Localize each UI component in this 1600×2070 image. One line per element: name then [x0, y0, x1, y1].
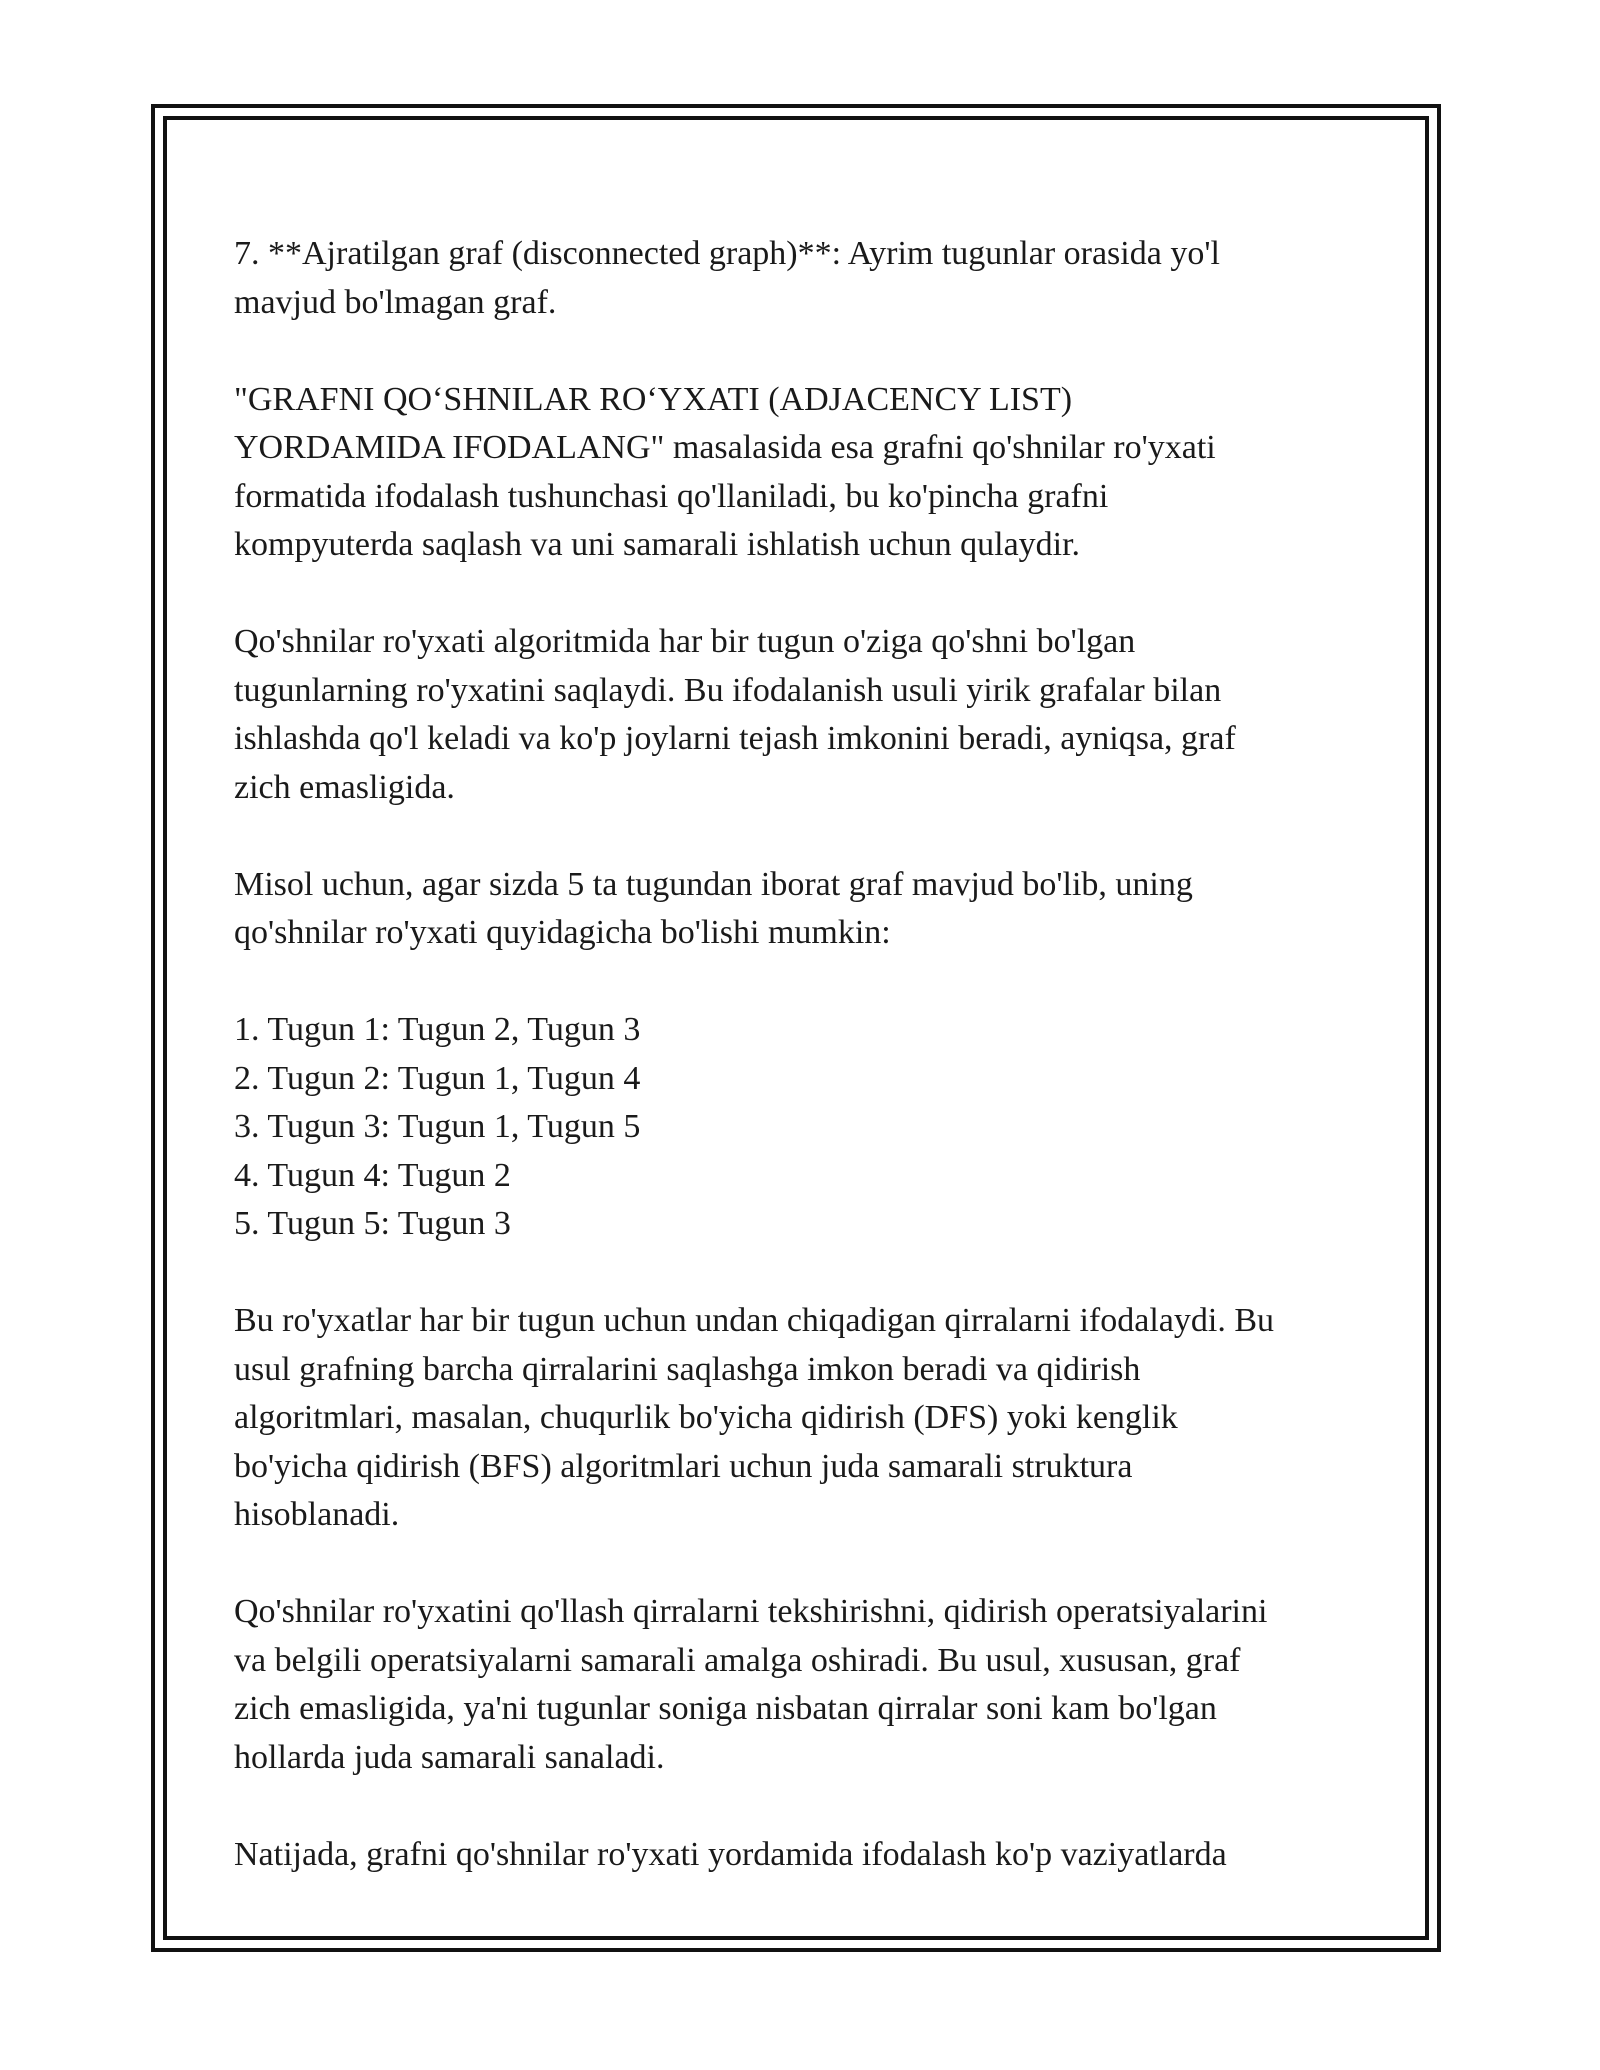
list-item: 4. Tugun 4: Tugun 2 — [234, 1156, 511, 1194]
list-item: 5. Tugun 5: Tugun 3 — [234, 1205, 511, 1242]
list-item: 2. Tugun 2: Tugun 1, Tugun 4 — [234, 1059, 641, 1097]
adjacency-list-example — [234, 1006, 1364, 1249]
paragraph-example-intro: Misol uchun, agar sizda 5 ta tugundan iborat graf mavjud bo'lib, uning qo'shnilar ro'yxati quyidagicha bo'lishi mumkin: — [234, 865, 1193, 951]
list-item: 1. Tugun 1: Tugun 2, Tugun 3 — [234, 1011, 641, 1048]
paragraph-usage-benefits: Qo'shnilar ro'yxatini qo'llash qirralarni tekshirishni, qidirish operatsiyalarini va belgili operatsiyalarni samarali amalga oshiradi. Bu usul, xususan, graf zich emasligida, ya'ni tugunlar soniga nisbatan qirralar soni kam bo'lgan hollarda juda samarali sanaladi. — [234, 1593, 1268, 1776]
paragraph-adjacency-algorithm: Qo'shnilar ro'yxati algoritmida har bir tugun o'ziga qo'shni bo'lgan tugunlarning ro'yxatini saqlaydi. Bu ifodalanish usuli yirik grafalar bilan ishlashda qo'l keladi va ko'p joylarni tejash imkonini beradi, ayniqsa, graf zich emasligida. — [234, 623, 1236, 806]
paragraph-conclusion: Natijada, grafni qo'shnilar ro'yxati yordamida ifodalash ko'p vaziyatlarda — [234, 1835, 1227, 1873]
list-item: 3. Tugun 3: Tugun 1, Tugun 5 — [234, 1108, 641, 1145]
paragraph-disconnected-graph: 7. **Ajratilgan graf (disconnected graph)**: Ayrim tugunlar orasida yo'l mavjud bo'lmagan graf. — [234, 235, 1220, 321]
paragraph-adjacency-list-task: "GRAFNI QO‘SHNILAR RO‘YXATI (ADJACENCY LIST) YORDAMIDA IFODALANG" masalasida esa grafni qo'shnilar ro'yxati formatida ifodalash tushunchasi qo'llaniladi, bu ko'pincha grafni kompyuterda saqlash va uni samarali ishlatish uchun qulaydir. — [234, 380, 1216, 563]
document-body — [234, 230, 1364, 1928]
paragraph-edges-explanation: Bu ro'yxatlar har bir tugun uchun undan chiqadigan qirralarni ifodalaydi. Bu usul grafning barcha qirralarini saqlashga imkon beradi va qidirish algoritmlari, masalan, chuqurlik bo'yicha qidirish (DFS) yoki kenglik bo'yicha qidirish (BFS) algoritmlari uchun juda samarali struktura hisoblanadi. — [234, 1302, 1275, 1533]
